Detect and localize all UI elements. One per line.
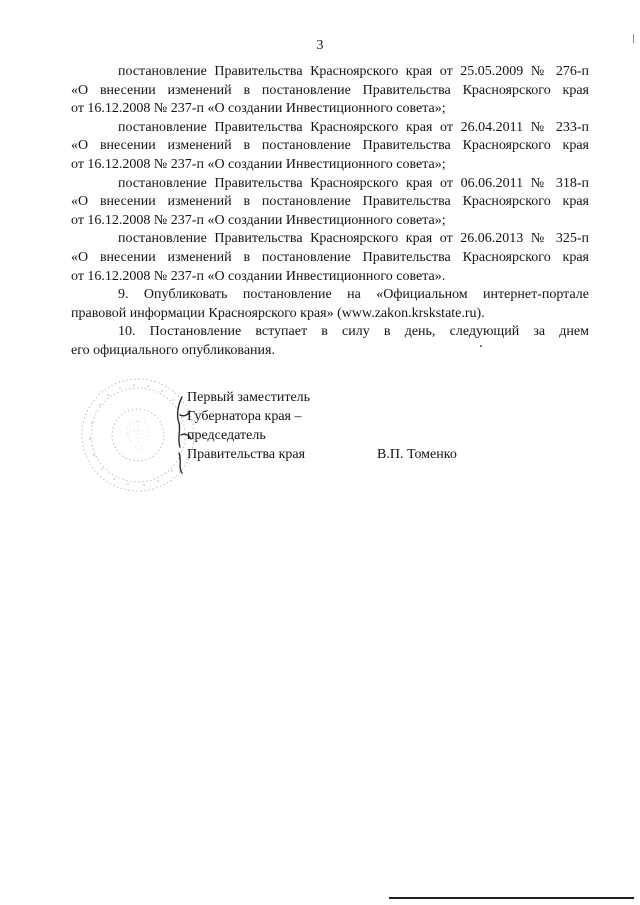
- paragraph-line: его официального опубликования.: [71, 342, 275, 358]
- signatory-name: В.П. Томенко: [377, 447, 457, 462]
- paragraph-line: от 16.12.2008 № 237-п «О создании Инвестиционного совета».: [71, 268, 446, 284]
- scan-bottom-rule: [389, 897, 634, 899]
- scan-edge-mark: [633, 34, 637, 43]
- paragraph-line: постановление Правительства Красноярского края от 26.04.2011 № 233-п: [118, 119, 589, 135]
- signatory-position-line: Первый заместитель: [187, 390, 311, 405]
- signatory-position-line: Губернатора края –: [187, 409, 302, 424]
- paragraph-line: «О внесении изменений в постановление Правительства Красноярского края: [71, 249, 589, 265]
- paragraph-line: от 16.12.2008 № 237-п «О создании Инвестиционного совета»;: [71, 212, 446, 228]
- paragraph-line: постановление Правительства Красноярского края от 26.06.2013 № 325-п: [118, 231, 589, 247]
- signatory-position-line: Правительства края: [187, 447, 306, 462]
- paragraph-resolution-2013-325: [71, 230, 589, 286]
- paragraph-line: «О внесении изменений в постановление Правительства Красноярского края: [71, 138, 589, 154]
- signatory-position: [187, 388, 310, 464]
- paragraph-line: постановление Правительства Красноярского края от 25.05.2009 № 276-п: [118, 64, 589, 79]
- paragraph-resolution-2011-318: [71, 175, 589, 231]
- paragraph-line: 10. Постановление вступает в силу в день, следующий за днем: [118, 324, 589, 340]
- official-seal-stamp: [78, 375, 198, 495]
- paragraph-line: постановление Правительства Красноярского края от 06.06.2011 № 318-п: [118, 175, 589, 191]
- paragraph-resolution-2009-276: [71, 63, 589, 119]
- paragraph-resolution-2011-233: [71, 119, 589, 175]
- paragraph-line: «О внесении изменений в постановление Правительства Красноярского края: [71, 194, 589, 210]
- signatory-position-line: председатель: [187, 428, 266, 443]
- document-body: [71, 63, 589, 361]
- paragraph-line: правовой информации Красноярского края» (www.zakon.krskstate.ru).: [71, 305, 485, 321]
- page-number: 3: [316, 38, 324, 53]
- scan-speck: [480, 345, 482, 347]
- paragraph-item-9-publication: [71, 286, 589, 323]
- paragraph-line: от 16.12.2008 № 237-п «О создании Инвестиционного совета»;: [71, 156, 446, 172]
- paragraph-item-10-entry-into-force: [71, 323, 589, 360]
- paragraph-line: «О внесении изменений в постановление Правительства Красноярского края: [71, 82, 589, 98]
- paragraph-line: от 16.12.2008 № 237-п «О создании Инвестиционного совета»;: [71, 101, 446, 117]
- paragraph-line: 9. Опубликовать постановление на «Официальном интернет-портале: [118, 287, 589, 303]
